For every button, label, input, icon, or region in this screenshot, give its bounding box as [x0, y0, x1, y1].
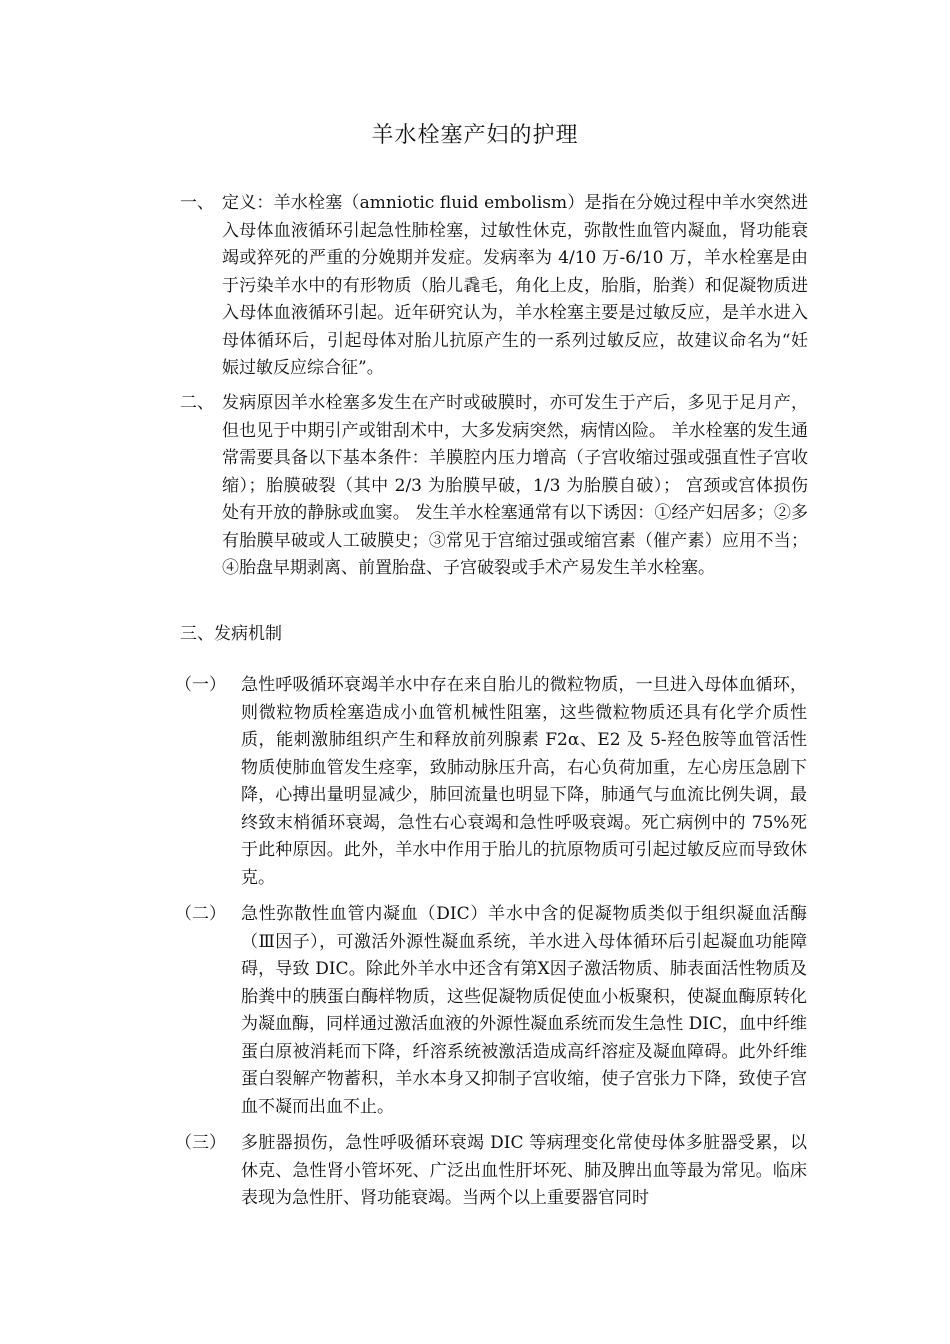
section-text: 发病原因羊水栓塞多发生在产时或破膜时，亦可发生于产后，多见于足月产，但也见于中期引产或钳刮术中，大多发病突然，病情凶险。 羊水栓塞的发生通常需要具备以下基本条件：羊膜腔内压力增高（子宫收缩过强或强直性子宫收缩）；胎膜破裂（其中 2/3 为胎膜早破，1/3 为胎膜自破）； 宫颈或宫体损伤处有开放的静脉或血窦。 发生羊水栓塞通常有以下诱因：①经产妇居多；②多有胎膜早破或人工破膜史；③常见于宫缩过强或缩宫素（催产素）应用不当；④胎盘早期剥离、前置胎盘、子宫破裂或手术产易发生羊水栓塞。: [222, 393, 808, 578]
section-heading-text: 发病机制: [214, 624, 282, 644]
subsection-marker: （三）: [175, 1133, 226, 1153]
section-text: 定义：羊水栓塞（amniotic fluid embolism）是指在分娩过程中羊水突然进入母体血液循环引起急性肺栓塞，过敏性休克，弥散性血管内凝血，肾功能衰竭或猝死的严重的分娩期并发症。发病率为 4/10 万-6/10 万，羊水栓塞是由于污染羊水中的有形物质（胎儿毳毛，角化上皮，胎脂，胎粪）和促凝物质进入母体血液循环引起。近年研究认为，羊水栓塞主要是过敏反应，是羊水进入母体循环后，引起母体对胎儿抗原产生的一系列过敏反应，故建议命名为“妊娠过敏反应综合征”。: [222, 193, 808, 378]
subsection-marker: （二）: [175, 904, 226, 924]
subsection-text: 急性呼吸循环衰竭羊水中存在来自胎儿的微粒物质，一旦进入母体血循环，则微粒物质栓塞造成小血管机械性阻塞，这些微粒物质还具有化学介质性质，能刺激肺组织产生和释放前列腺素 F2α、E2 及 5-羟色胺等血管活性物质使肺血管发生痉挛，致肺动脉压升高，右心负荷加重，左心房压急剧下降，心搏出量明显减少，肺回流量也明显下降，肺通气与血流比例失调，最终致末梢循环衰竭，急性右心衰竭和急性呼吸衰竭。死亡病例中的 75%死于此种原因。此外，羊水中作用于胎儿的抗原物质可引起过敏反应而导致休克。: [241, 675, 807, 888]
subsection-respiratory-failure: [175, 672, 807, 892]
subsection-marker: （一）: [175, 675, 226, 695]
section-causes: [180, 390, 808, 583]
section-marker: 三、: [180, 624, 214, 644]
section-mechanism-heading: [180, 621, 282, 649]
section-definition: [180, 190, 808, 383]
page-title: 羊水栓塞产妇的护理: [371, 123, 579, 148]
subsection-text: 急性弥散性血管内凝血（DIC）羊水中含的促凝物质类似于组织凝血活酶（Ⅲ因子），可激活外源性凝血系统，羊水进入母体循环后引起凝血功能障碍，导致 DIC。除此外羊水中还含有第Ⅹ因子激活物质、肺表面活性物质及胎粪中的胰蛋白酶样物质，这些促凝物质促使血小板聚积，使凝血酶原转化为凝血酶，同样通过激活血液的外源性凝血系统而发生急性 DIC，血中纤维蛋白原被消耗而下降，纤溶系统被激活造成高纤溶症及凝血障碍。此外纤维蛋白裂解产物蓄积，羊水本身又抑制子宫收缩，使子宫张力下降，致使子宫血不凝而出血不止。: [241, 904, 807, 1117]
subsection-text: 多脏器损伤，急性呼吸循环衰竭 DIC 等病理变化常使母体多脏器受累，以休克、急性肾小管坏死、广泛出血性肝坏死、肺及脾出血等最为常见。临床表现为急性肝、肾功能衰竭。当两个以上重要器官同时: [241, 1133, 807, 1208]
subsection-organ-damage: [175, 1130, 807, 1213]
subsection-dic: [175, 901, 807, 1121]
section-marker: 二、: [180, 393, 214, 413]
section-marker: 一、: [180, 193, 214, 213]
